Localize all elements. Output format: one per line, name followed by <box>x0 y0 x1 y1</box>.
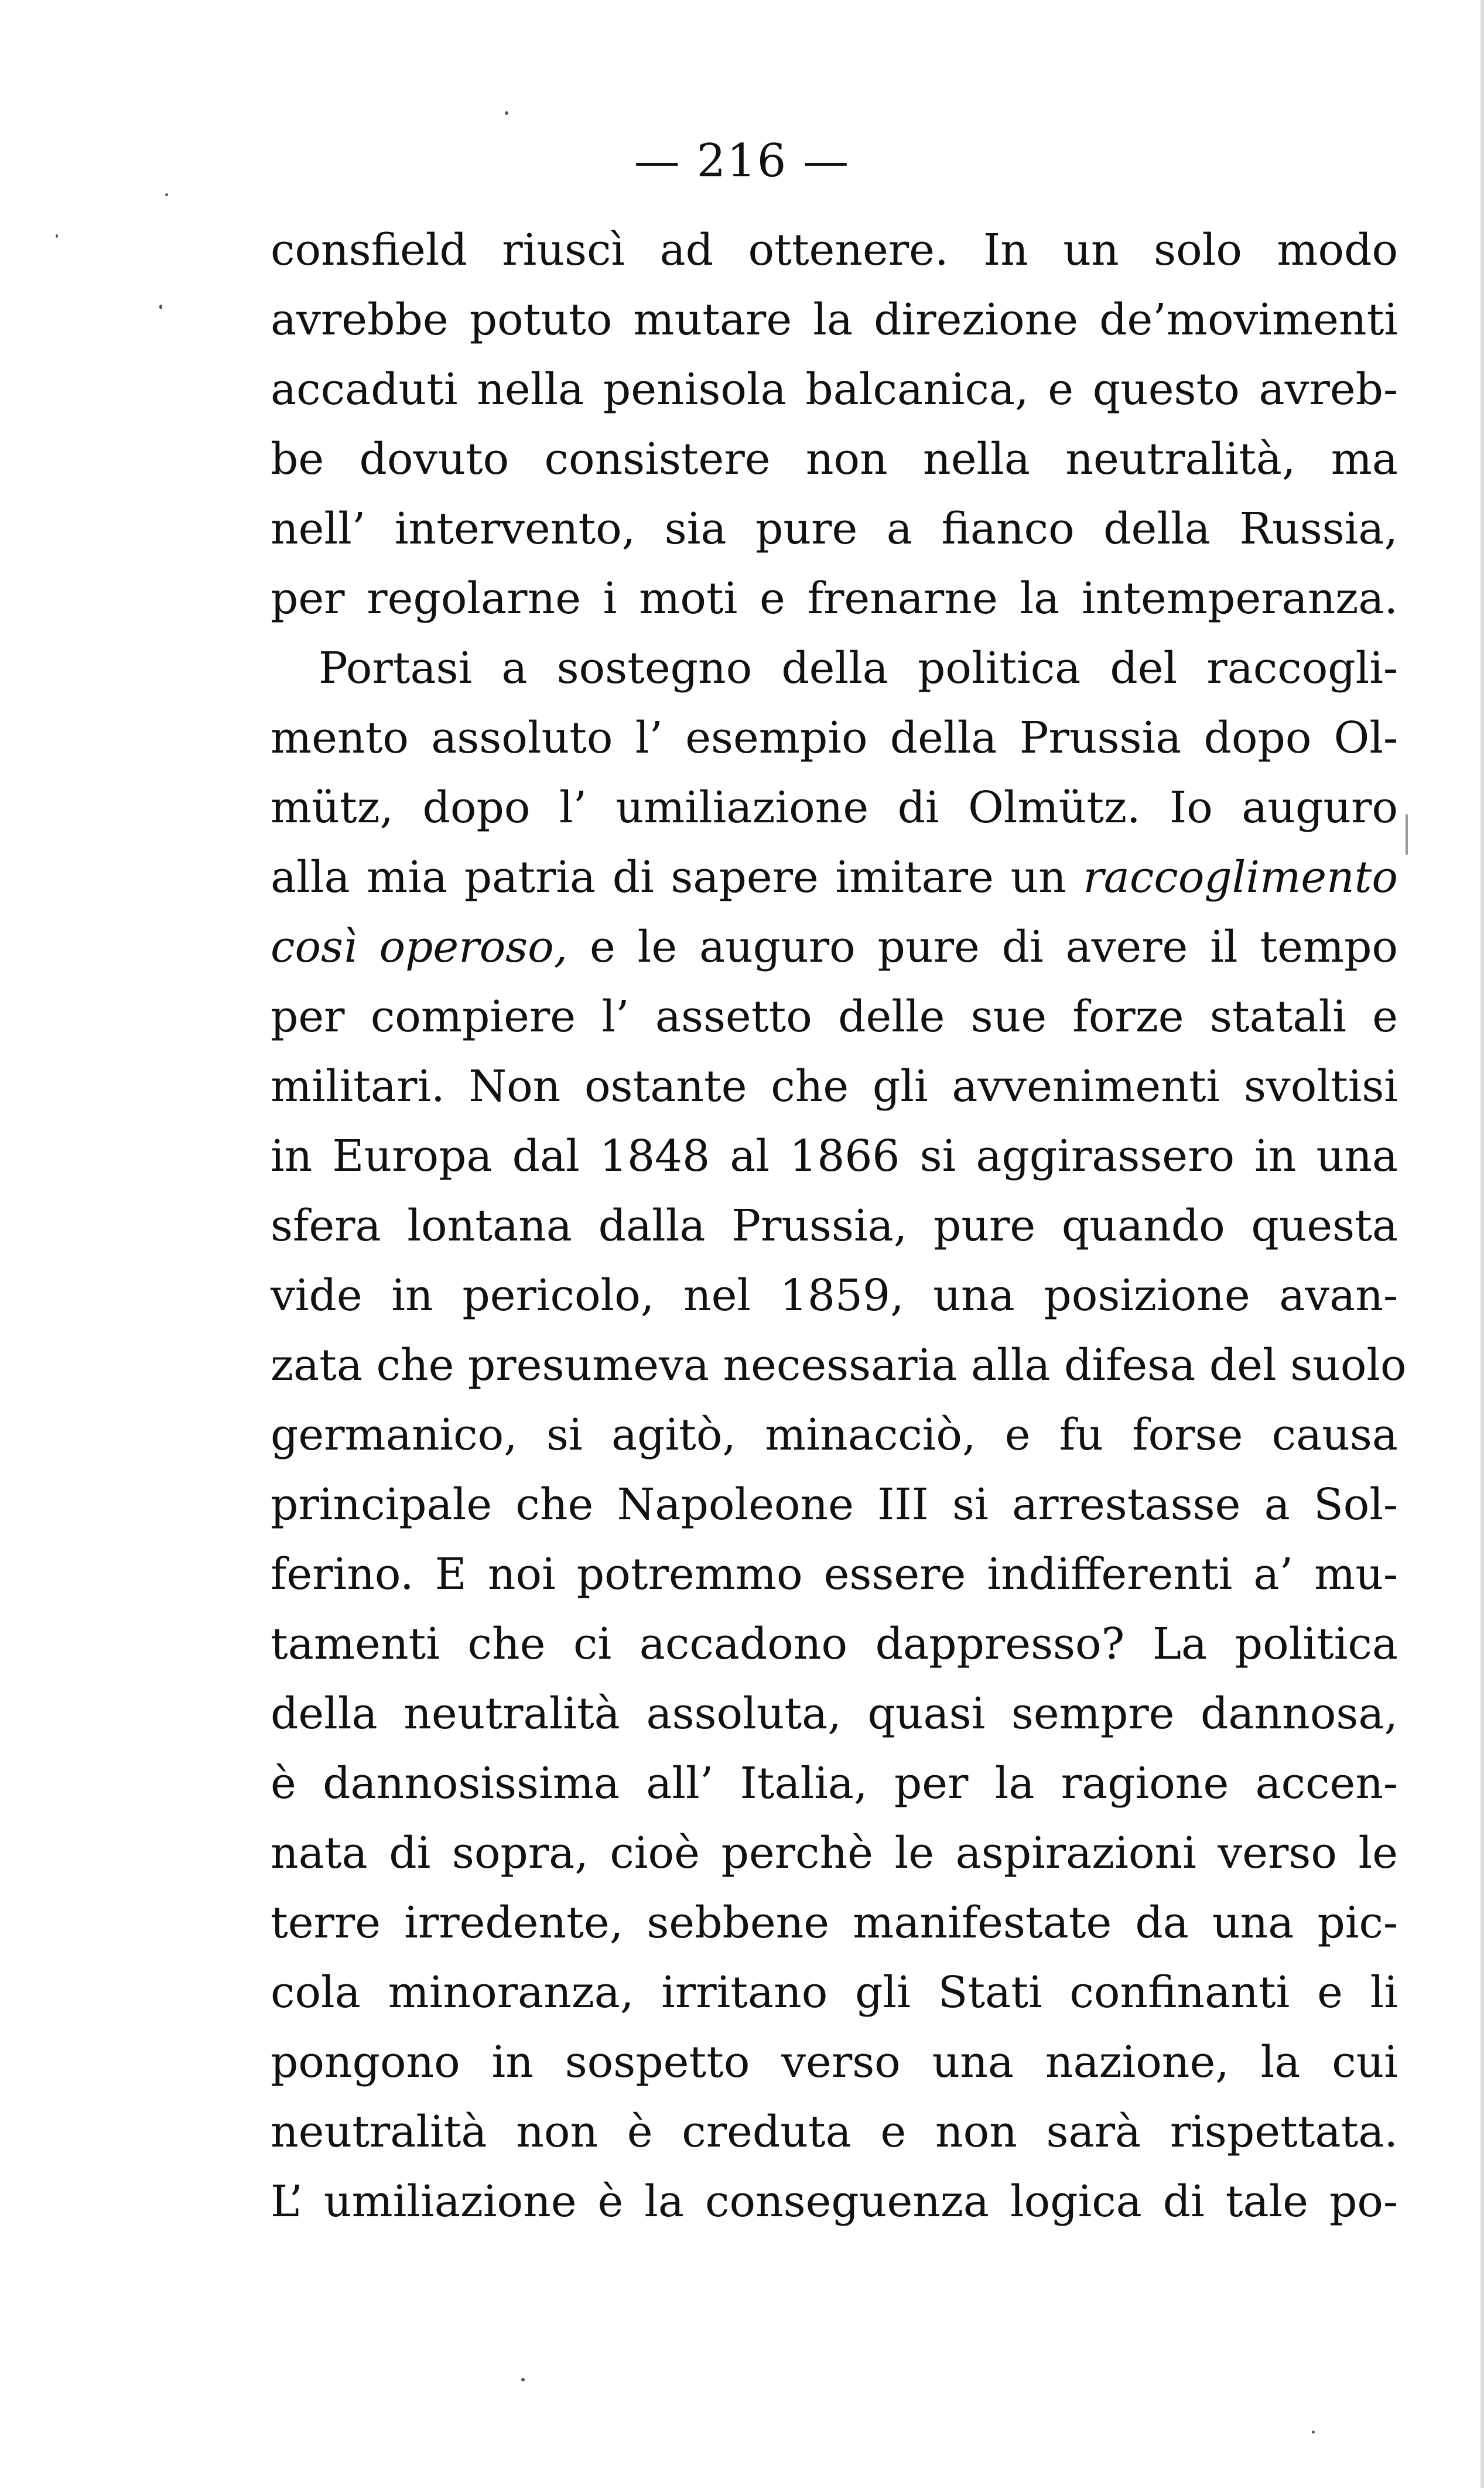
text-line: alla mia patria di sapere imitare un raccoglimento <box>271 852 1398 903</box>
text-line: mento assoluto l’ esempio della Prussia dopo Ol- <box>271 713 1398 763</box>
text-line: ferino. E noi potremmo essere indifferenti a’ mu- <box>271 1549 1398 1600</box>
paper-speck <box>1312 2431 1315 2434</box>
text-line: tamenti che ci accadono dappresso? La politica <box>271 1619 1398 1669</box>
text-line: vide in pericolo, nel 1859, una posizione avan- <box>271 1270 1398 1321</box>
text-line: della neutralità assoluta, quasi sempre dannosa, <box>271 1689 1398 1739</box>
text-line: accaduti nella penisola balcanica, e questo avreb- <box>271 364 1398 415</box>
text-line: militari. Non ostante che gli avvenimenti svoltisi <box>271 1061 1398 1112</box>
text-line: be dovuto consistere non nella neutralità, ma <box>271 434 1398 484</box>
paper-speck <box>56 234 58 238</box>
text-line: neutralità non è creduta e non sarà rispettata. <box>271 2107 1398 2157</box>
italic-phrase: così operoso, <box>271 922 568 972</box>
text-line: per compiere l’ assetto delle sue forze statali e <box>271 992 1398 1042</box>
text-line: L’ umiliazione è la conseguenza logica di tale po- <box>271 2176 1398 2227</box>
text-line: pongono in sospetto verso una nazione, la cui <box>271 2037 1398 2087</box>
text-line: così operoso, e le auguro pure di avere il tempo <box>271 922 1398 972</box>
text-line: principale che Napoleone III si arrestasse a Sol- <box>271 1479 1398 1530</box>
paper-speck <box>159 305 162 309</box>
paper-speck <box>505 111 508 115</box>
text-line: consfield riuscì ad ottenere. In un solo modo <box>271 225 1398 275</box>
page-number-header: — 216 — <box>634 135 850 187</box>
text-line: sfera lontana dalla Prussia, pure quando questa <box>271 1201 1398 1251</box>
italic-phrase: raccoglimento <box>1083 852 1398 903</box>
text-line: per regolarne i moti e frenarne la intemperanza. <box>271 573 1398 624</box>
body-text <box>271 216 1407 2237</box>
paper-speck <box>1406 814 1408 855</box>
text-line: zata che presumeva necessaria alla difesa del suolo <box>271 1340 1407 1390</box>
paper-speck <box>165 193 168 196</box>
page-edge-shadow <box>1480 0 1484 2488</box>
paragraph-start-line: Portasi a sostegno della politica del raccogli- <box>319 643 1398 693</box>
text-line: germanico, si agitò, minacciò, e fu forse causa <box>271 1410 1398 1460</box>
text-line: nell’ intervento, sia pure a fianco della Russia, <box>271 504 1398 554</box>
text-line: avrebbe potuto mutare la direzione de’movimenti <box>271 295 1398 345</box>
text-line: terre irredente, sebbene manifestate da una pic- <box>271 1898 1398 1948</box>
paper-speck <box>521 2378 525 2381</box>
text-line: in Europa dal 1848 al 1866 si aggirassero in una <box>271 1131 1398 1181</box>
text-line: è dannosissima all’ Italia, per la ragione accen- <box>271 1758 1398 1809</box>
text-line: cola minoranza, irritano gli Stati confinanti e li <box>271 1967 1398 2018</box>
text-line: mütz, dopo l’ umiliazione di Olmütz. Io auguro <box>271 782 1398 833</box>
text-line: nata di sopra, cioè perchè le aspirazioni verso le <box>271 1828 1398 1878</box>
